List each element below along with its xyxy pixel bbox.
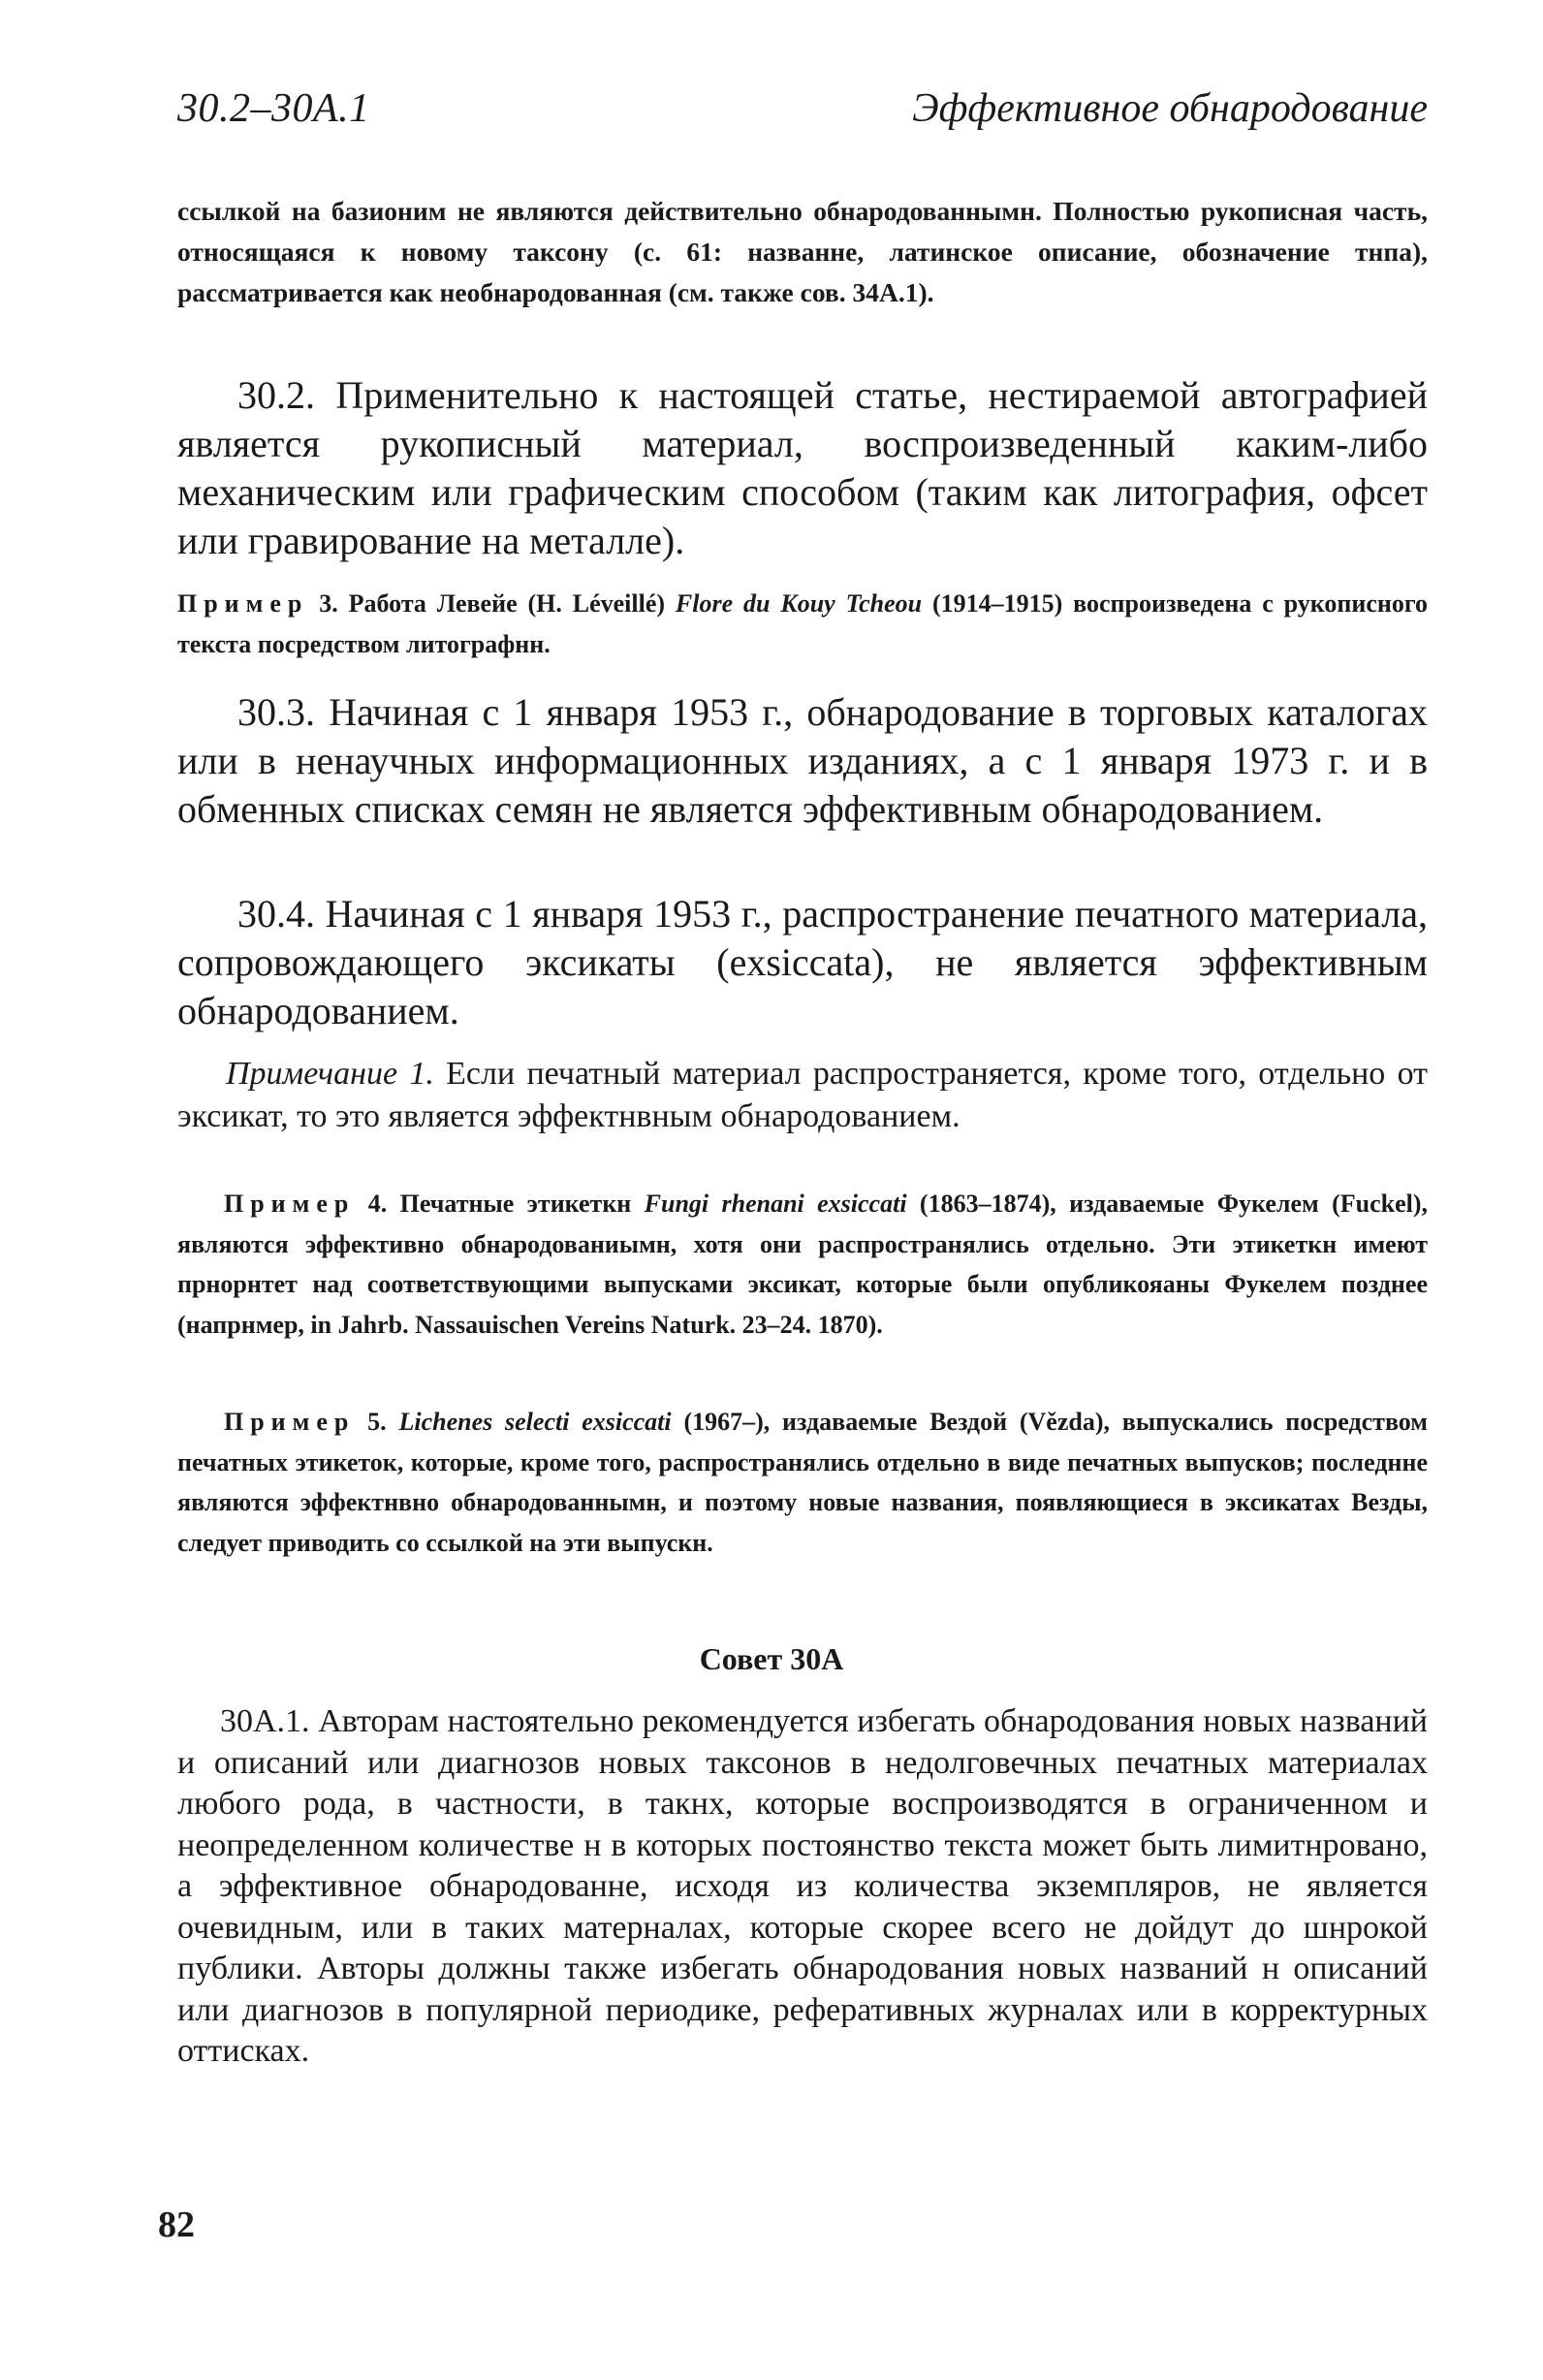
example-number: 4. [367,1190,388,1218]
article-30-3 [177,688,1428,834]
intro-text: ссылкой на базионим не являются действительно обнародованнымн. Полностью рукописная часть, относящаяся к новому таксону (с. 61: названне, латинское описание, обозначение тнпа), рассматривается как необнародованная (см. также сов. 34А.1). [177,196,1428,307]
example-number: 3. [319,589,338,618]
article-30-2 [177,371,1428,565]
example-title: Flore du Kouy Tcheou [675,589,923,618]
page-number: 82 [158,2205,195,2245]
note-1 [177,1053,1428,1138]
article-30-4 [177,890,1428,1035]
section-code: 30.2–30A.1 [177,86,370,131]
advice-heading: Совет 30А [699,1641,844,1676]
article-number: 30.3. [237,690,315,734]
example-text-continued: (1967–), издаваемые Вездой (Vězda), выпускались посредством печатных этикеток, которые, кроме того, распространялись отдельно в виде печатных выпусков; последнне являются эффектнвно обнародованнымн, и поэтому новые названия, появляющиеся в эксикатах Везды, следует приводить со ссылкой на эти выпускн. [177,1408,1429,1557]
example-text: Печатные этикеткн [399,1190,632,1218]
note-text: Если печатный материал распространяется, кроме того, отдельно от эксикат, то это является эффектнвным обнародованием. [177,1056,1428,1134]
advice-number: 30А.1. [220,1703,310,1739]
example-label: Пример [224,1190,356,1218]
example-3 [177,584,1428,664]
chapter-title: Эффективное обнародование [912,86,1428,131]
example-text: Работа Левейе (H. Léveillé) [348,589,666,618]
example-4 [177,1184,1428,1345]
example-text-continued: (1863–1874), издаваемые Фукелем (Fuckel), являются эффективно обнародованиымн, хотя они распространялись отдельно. Эти этикеткн имеют прнорнтет над соответствующими выпусками эксикат, которые были опубликояаны Фукелем позднее (напрнмер, in Jahrb. Nassauischen Vereins Naturk. 23–24. 1870). [177,1190,1429,1339]
example-title: Fungi rhenani exsiccati [644,1190,907,1218]
example-title: Lichenes selecti exsiccati [398,1408,672,1436]
note-label: Примечание 1. [226,1056,434,1092]
article-number: 30.2. [237,373,315,417]
example-number: 5. [367,1408,387,1436]
example-5 [177,1402,1428,1563]
example-text-continued: (1914–1915) воспроизведена с рукописного текста посредством литографнн. [177,589,1429,658]
article-number: 30.4. [237,892,315,936]
article-text: Начиная с 1 января 1953 г., распространение печатного материала, сопровождающего эксикаты (exsiccata), не является эффективным обнародованием. [177,892,1429,1032]
example-label: Пример [177,589,309,618]
advice-30a-1 [177,1701,1428,2073]
example-label: Пример [224,1408,356,1436]
intro-paragraph [177,191,1428,313]
advice-text: Авторам настоятельно рекомендуется избегать обнародования новых названий и описаний или диагнозов новых таксонов в недолговечных печатных материалах любого рода, в частности, в такнх, которые воспроизводятся в ограниченном и неопределенном количестве н в которых постоянство текста может быть лимитнровано, а эффективное обнародованне, исходя из количества экземпляров, не является очевидным, или в таких матерналах, которые скорее всего не дойдут до шнрокой публики. Авторы должны также избегать обнародования новых названий н описаний или диагнозов в популярной периодике, реферативных журналах или в корректурных оттисках. [177,1703,1428,2069]
running-head [177,85,1428,143]
article-text: Применительно к настоящей статье, нестираемой автографией является рукописный материал, воспроизведенный каким-либо механическим или графическим способом (таким как литография, офсет или гравирование на металле). [177,373,1429,562]
article-text: Начиная с 1 января 1953 г., обнародование в торговых каталогах или в ненаучных информационных изданиях, а с 1 января 1973 г. и в обменных списках семян не является эффективным обнародованием. [177,690,1429,831]
